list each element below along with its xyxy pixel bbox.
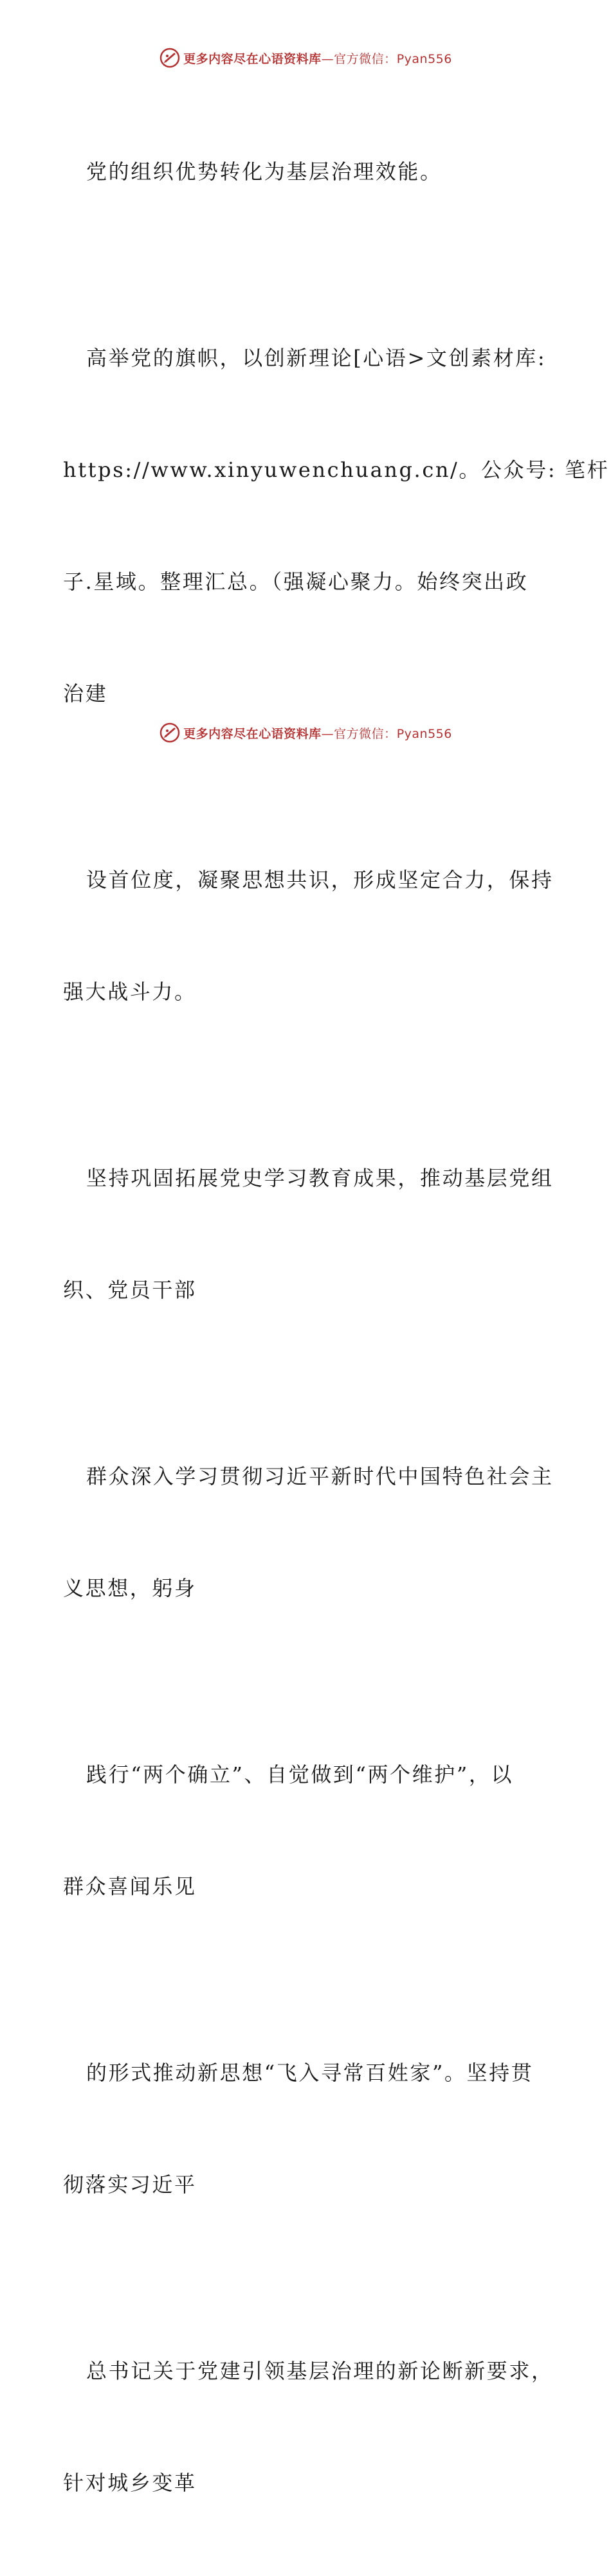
text-line: 强大战斗力。 [63,979,197,1004]
banner-account-label: 官方微信： [334,51,397,66]
text-line: 的形式推动新思想“飞入寻常百姓家”。坚持贯 [86,2061,534,2085]
footer-banner [0,720,611,746]
banner-separator: — [321,726,334,741]
header-banner [0,45,611,71]
banner-text [183,49,452,67]
banner-promo: 更多内容尽在心语资料库 [183,726,322,741]
paragraph [63,787,552,1085]
logo-icon [159,47,181,69]
text-line: 践行“两个确立”、自觉做到“两个维护”，以 [86,1762,514,1787]
text-line: 针对城乡变革 [63,2471,197,2495]
text-line: 高举党的旗帜，以创新理论[心语>文创素材库: [86,346,547,370]
text-line: https://www.xinyuwenchuang.cn/。公众号: 笔杆 [63,458,610,482]
paragraph [63,1681,552,1980]
text-line: 彻落实习近平 [63,2172,197,2197]
text-line: 义思想，躬身 [63,1576,197,1600]
text-line: 总书记关于党建引领基层治理的新论断新要求， [86,2359,554,2383]
text-line: 子.星域。整理汇总。（强凝心聚力。始终突出政 [63,569,529,594]
paragraph [63,1980,552,2278]
banner-account-id: Pyan556 [396,51,452,66]
document-body [63,78,610,2576]
text-line: 坚持巩固拓展党史学习教育成果，推动基层党组 [86,1166,554,1190]
paragraph [63,2278,552,2576]
paragraph [63,1383,552,1681]
logo-icon [159,722,181,744]
paragraph [63,1085,552,1383]
paragraph [63,78,552,265]
banner-promo: 更多内容尽在心语资料库 [183,51,322,66]
paragraph [63,265,610,787]
banner-text [183,724,452,742]
text-line: 党的组织优势转化为基层治理效能。 [86,159,442,184]
banner-account-label: 官方微信： [334,726,397,741]
banner-separator: — [321,51,334,66]
banner-account-id: Pyan556 [396,726,452,741]
text-line: 设首位度，凝聚思想共识，形成坚定合力，保持 [86,868,554,892]
text-line: 织、党员干部 [63,1278,197,1302]
text-line: 群众深入学习贯彻习近平新时代中国特色社会主 [86,1464,554,1489]
text-line: 治建 [63,681,108,706]
text-line: 群众喜闻乐见 [63,1874,197,1899]
